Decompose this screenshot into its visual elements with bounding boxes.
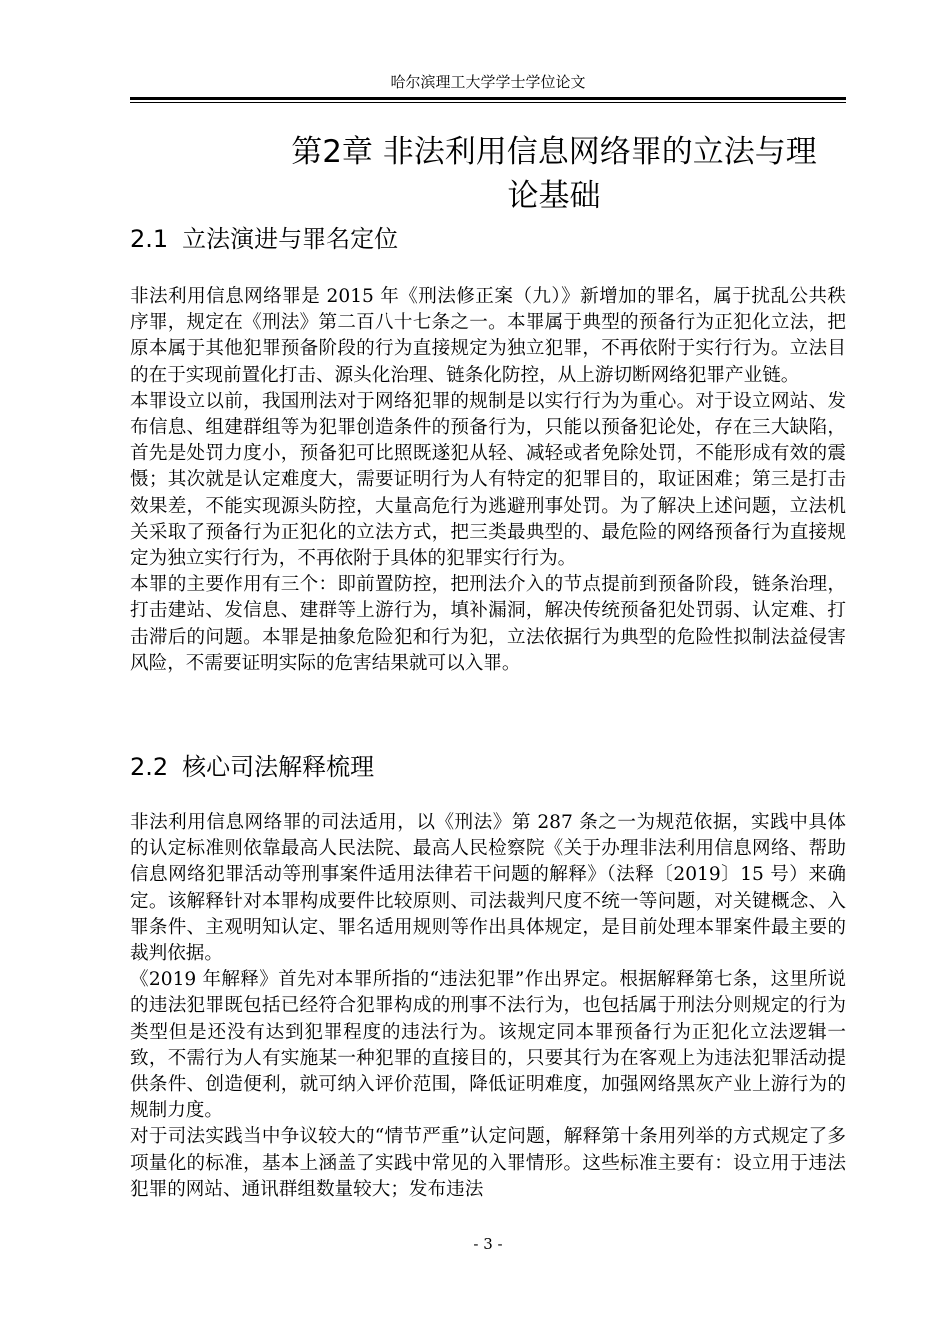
chapter-title-line1: 第2章 非法利用信息网络罪的立法与理	[291, 134, 817, 170]
section-title: 核心司法解释梳理	[182, 753, 375, 781]
section-heading-2-2	[130, 750, 374, 784]
body-paragraph: 非法利用信息网络罪是 2015 年《刑法修正案（九）》新增加的罪名，属于扰乱公共秩序罪，规定在《刑法》第二百八十七条之一。本罪属于典型的预备行为正犯化立法，把原本属于其他犯罪预备阶段的行为直接规定为独立犯罪，不再依附于实行行为。立法目的在于实现前置化打击、源头化治理、链条化防控，从上游切断网络犯罪产业链。	[130, 286, 846, 386]
running-header: 哈尔滨理工大学学士学位论文	[390, 73, 586, 91]
body-paragraph: 对于司法实践当中争议较大的“情节严重”认定问题，解释第十条用列举的方式规定了多项量化的标准，基本上涵盖了实践中常见的入罪情形。这些标准主要有：设立用于违法犯罪的网站、通讯群组数量较大；发布违法	[130, 1126, 846, 1200]
body-paragraph: 本罪设立以前，我国刑法对于网络犯罪的规制是以实行行为为重心。对于设立网站、发布信息、组建群组等为犯罪创造条件的预备行为，只能以预备犯论处，存在三大缺陷，首先是处罚力度小，预备犯可比照既遂犯从轻、减轻或者免除处罚，不能形成有效的震慑；其次就是认定难度大，需要证明行为人有特定的犯罪目的，取证困难；第三是打击效果差，不能实现源头防控，大量高危行为逃避刑事处罚。为了解决上述问题，立法机关采取了预备行为正犯化的立法方式，把三类最典型的、最危险的网络预备行为直接规定为独立实行行为，不再依附于具体的犯罪实行行为。	[130, 390, 846, 570]
section-number: 2.1	[130, 225, 169, 253]
page-number: - 3 -	[473, 1235, 503, 1253]
section-heading-2-1	[130, 222, 398, 256]
header-rule	[130, 97, 846, 103]
section-number: 2.2	[130, 753, 169, 781]
body-paragraph: 《2019 年解释》首先对本罪所指的“违法犯罪”作出界定。根据解释第七条，这里所说的违法犯罪既包括已经符合犯罪构成的刑事不法行为，也包括属于刑法分则规定的行为类型但是还没有达到犯罪程度的违法行为。该规定同本罪预备行为正犯化立法逻辑一致，不需行为人有实施某一种犯罪的直接目的，只要其行为在客观上为违法犯罪活动提供条件、创造便利，就可纳入评价范围，降低证明难度，加强网络黑灰产业上游行为的规制力度。	[130, 969, 846, 1122]
body-paragraph: 非法利用信息网络罪的司法适用，以《刑法》第 287 条之一为规范依据，实践中具体的认定标准则依靠最高人民法院、最高人民检察院《关于办理非法利用信息网络、帮助信息网络犯罪活动等刑事案件适用法律若干问题的解释》（法释〔2019〕15 号）来确定。该解释针对本罪构成要件比较原则、司法裁判尺度不统一等问题，对关键概念、入罪条件、主观明知认定、罪名适用规则等作出具体规定，是目前处理本罪案件最主要的裁判依据。	[130, 812, 846, 965]
chapter-title-line2: 论基础	[507, 178, 601, 214]
section-title: 立法演进与罪名定位	[182, 225, 399, 253]
section-body-2-1	[130, 284, 846, 677]
section-body-2-2	[130, 810, 846, 1203]
body-paragraph: 本罪的主要作用有三个：即前置防控，把刑法介入的节点提前到预备阶段，链条治理，打击建站、发信息、建群等上游行为，填补漏洞，解决传统预备犯处罚弱、认定难、打击滞后的问题。本罪是抽象危险犯和行为犯，立法依据行为典型的危险性拟制法益侵害风险，不需要证明实际的危害结果就可以入罪。	[130, 574, 846, 674]
chapter-title	[130, 130, 846, 218]
